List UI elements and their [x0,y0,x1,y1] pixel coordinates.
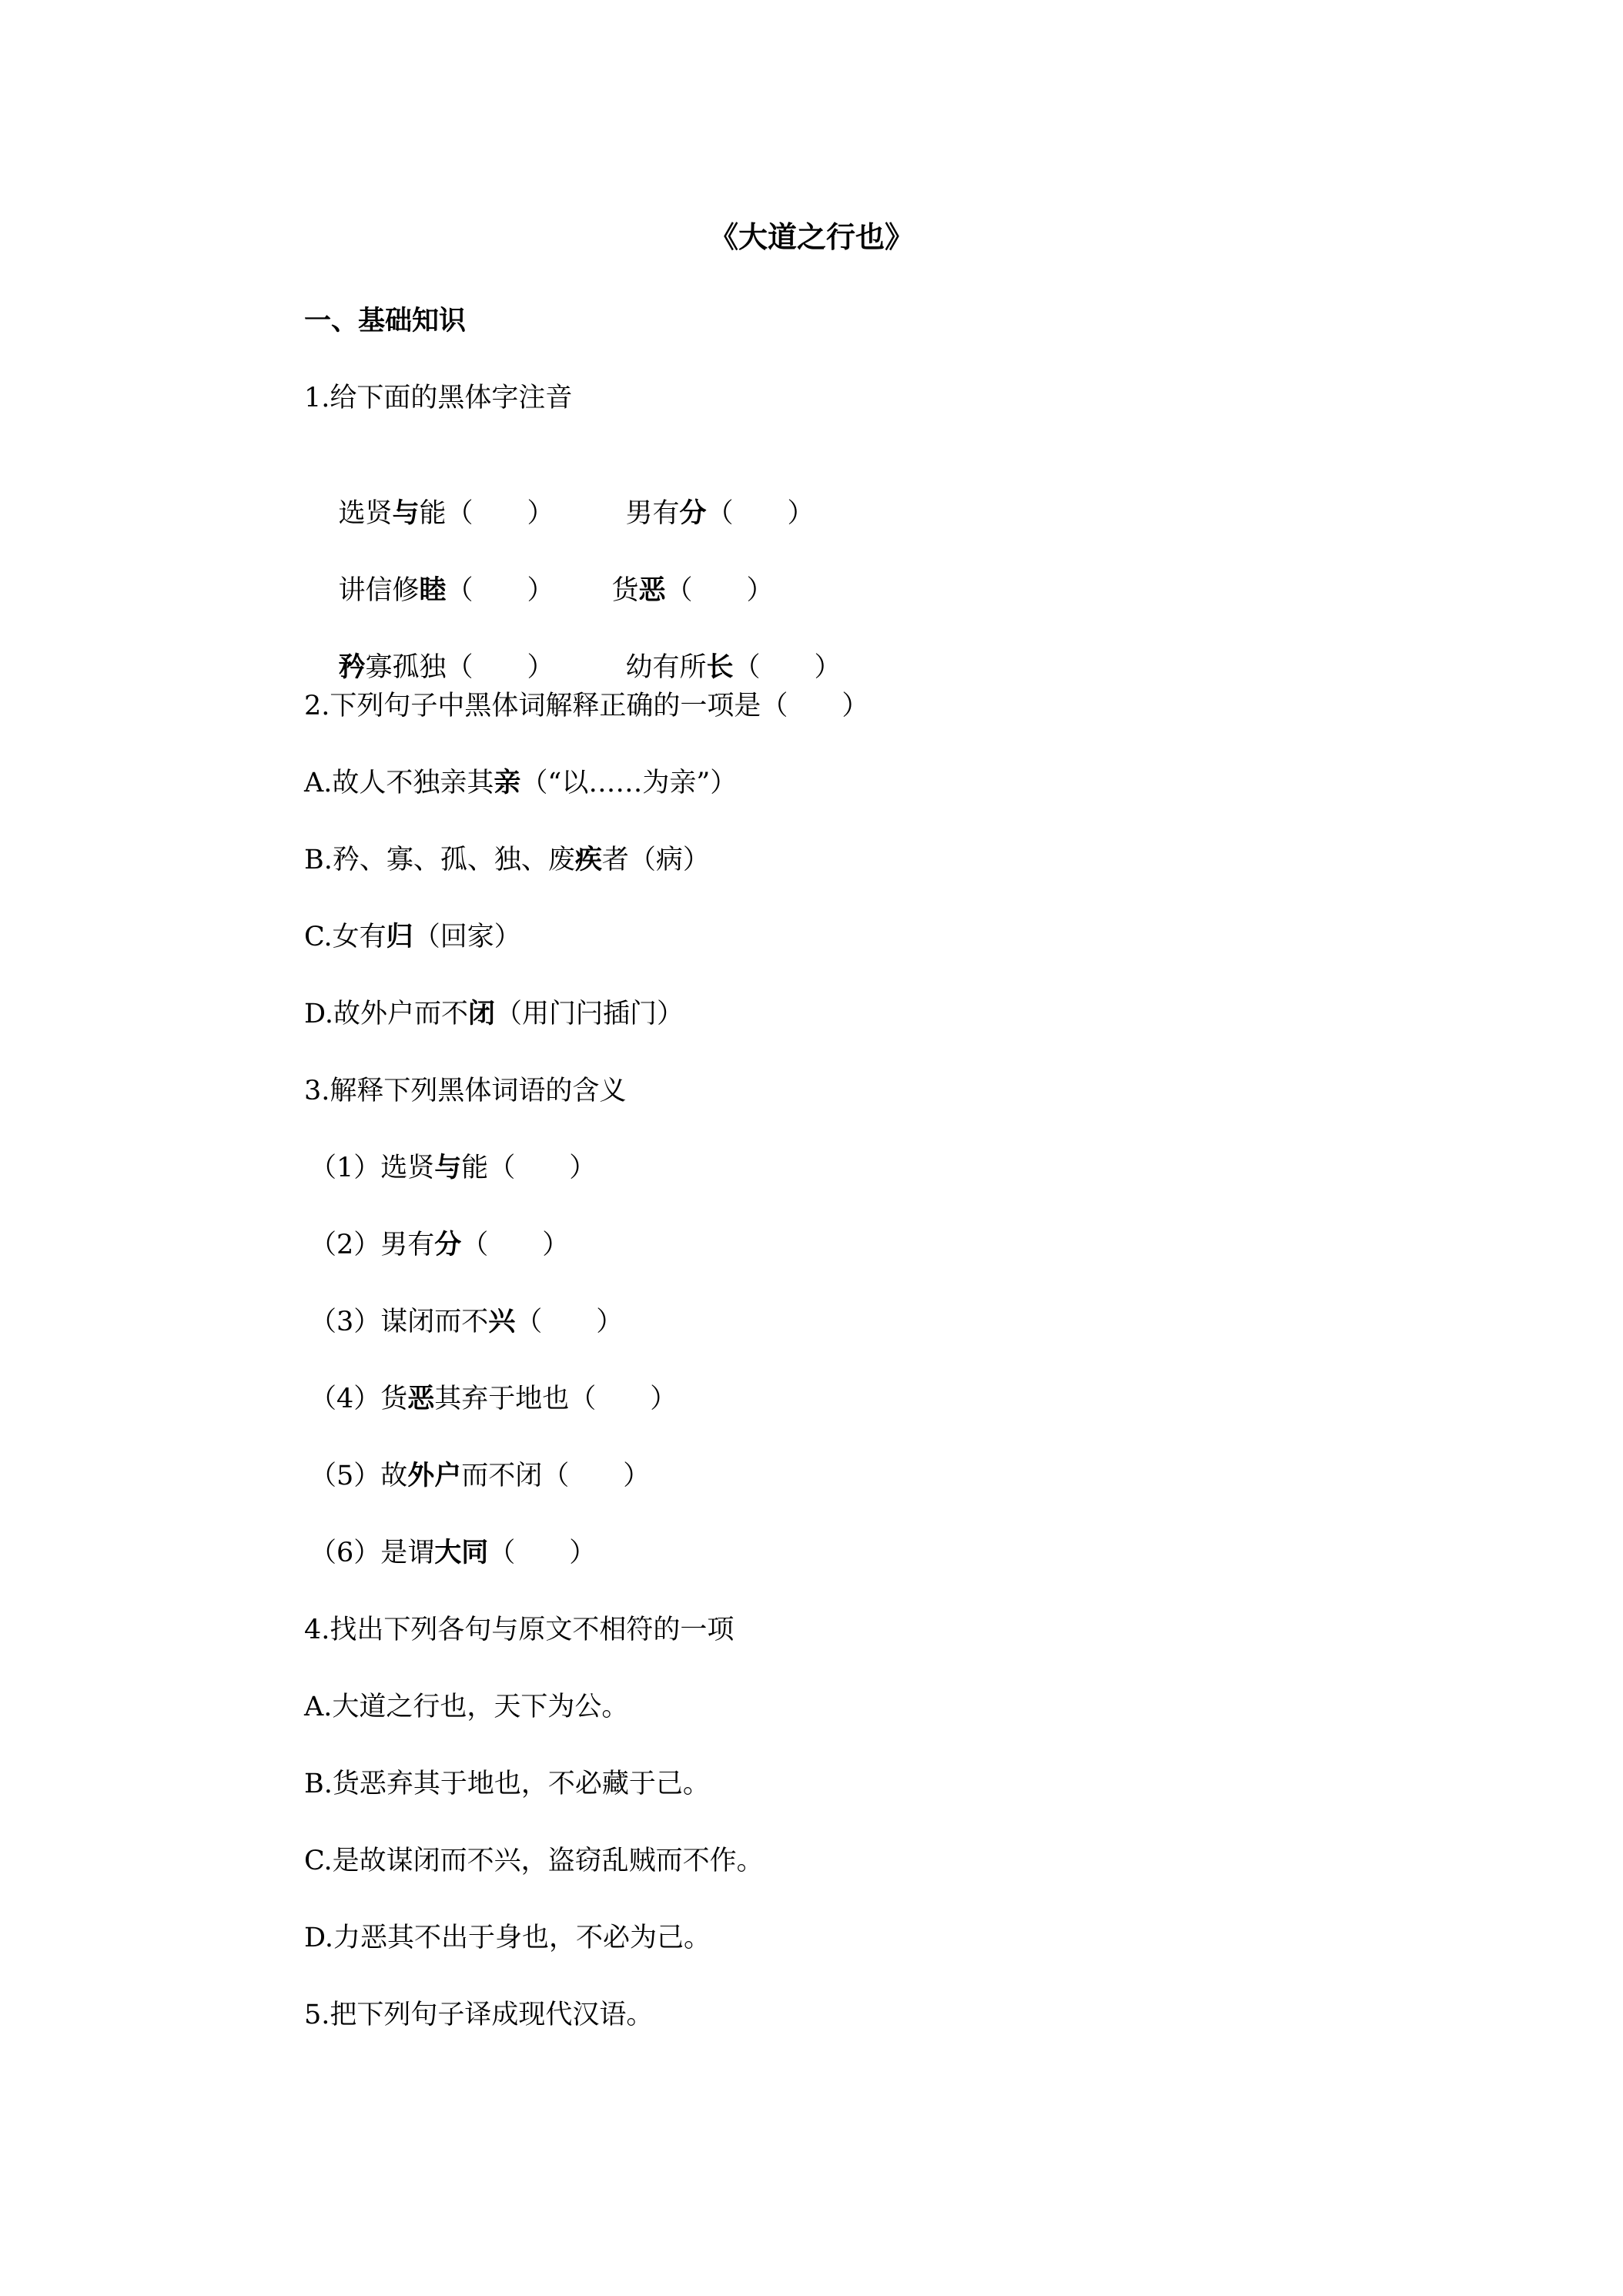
bold-char: 睦 [419,575,447,606]
text-pre: 货 [611,575,639,606]
bold-char: 兴 [488,1307,516,1337]
bold-char: 长 [706,652,734,683]
bold-word: 外户 [407,1461,462,1491]
q1-row2-item-b [612,571,774,610]
text-post: （ ） [446,575,554,606]
q3-item-3 [310,1303,623,1341]
q2-option-b [304,841,710,879]
text-post: （ ） [733,652,842,683]
bold-char: 分 [679,498,707,529]
q1-row1-item-b [626,494,815,533]
bold-char: 分 [434,1230,462,1260]
q3-item-2 [310,1226,569,1264]
question-2-prompt: 2.下列句子中黑体词解释正确的一项是（ ） [304,691,869,721]
bold-char: 恶 [407,1384,435,1414]
text-pre: （4）货 [310,1384,408,1414]
q1-row3-item-a [339,648,626,687]
text-post: （回家） [413,922,521,952]
question-3-prompt: 3.解释下列黑体词语的含义 [304,1076,627,1106]
text-post: （“以……为亲”） [520,768,738,798]
document-title: 《大道之行也》 [708,220,914,254]
q2-option-d [304,995,684,1033]
text-post: 其弃于地也（ ） [434,1384,678,1414]
q1-row3-item-b [626,648,842,687]
text-post: 而不闭（ ） [461,1461,651,1491]
text-post: （用门闩插门） [494,999,684,1029]
text-post: 能（ ） [419,498,554,529]
text-pre: B.矜、寡、孤、独、废 [304,845,575,875]
text-pre: 幼有所 [625,652,707,683]
text-post: （ ） [515,1307,624,1337]
bold-char: 矜 [338,652,366,683]
text-pre: A.故人不独亲其 [304,768,494,798]
text-pre: （3）谋闭而不 [310,1307,489,1337]
text-post: 者（病） [601,845,710,875]
text-post: （ ） [488,1538,597,1568]
text-pre: C.女有 [304,922,387,952]
question-4-prompt: 4.找出下列各句与原文不相符的一项 [304,1615,735,1645]
q2-option-a [304,764,737,802]
question-1-prompt: 1.给下面的黑体字注音 [304,383,573,413]
text-pre: （2）男有 [310,1230,435,1260]
text-post: 寡孤独（ ） [365,652,554,683]
q4-option-c: C.是故谋闭而不兴，盗窃乱贼而不作。 [304,1846,764,1876]
bold-char: 恶 [638,575,666,606]
q3-item-4 [310,1380,677,1418]
q3-item-5 [310,1457,650,1495]
text-post: 能（ ） [461,1153,597,1183]
text-pre: D.故外户而不 [304,999,468,1029]
bold-char: 亲 [494,768,521,798]
section-heading: 一、基础知识 [304,306,467,336]
text-pre: （6）是谓 [310,1538,435,1568]
text-pre: （1）选贤 [310,1153,435,1183]
question-5-prompt: 5.把下列句子译成现代汉语。 [304,2000,654,2030]
text-pre: （5）故 [310,1461,408,1491]
q3-item-6 [310,1534,596,1572]
q4-option-a: A.大道之行也，天下为公。 [304,1692,629,1722]
q4-option-b: B.货恶弃其于地也，不必藏于己。 [304,1769,710,1799]
q3-item-1 [310,1149,596,1187]
bold-char: 闭 [467,999,495,1029]
text-post: （ ） [461,1230,570,1260]
text-post: （ ） [665,575,774,606]
text-pre: 选贤 [338,498,393,529]
bold-char: 归 [386,922,413,952]
text-pre: 讲信修 [338,575,420,606]
bold-char: 疾 [574,845,602,875]
bold-char: 与 [392,498,420,529]
text-pre: 男有 [625,498,680,529]
q1-row2-item-a [339,571,612,610]
bold-char: 与 [434,1153,462,1183]
q4-option-d: D.力恶其不出于身也，不必为己。 [304,1923,711,1953]
q2-option-c [304,918,521,956]
q1-row1-item-a [339,494,626,533]
text-post: （ ） [706,498,815,529]
bold-word: 大同 [434,1538,489,1568]
